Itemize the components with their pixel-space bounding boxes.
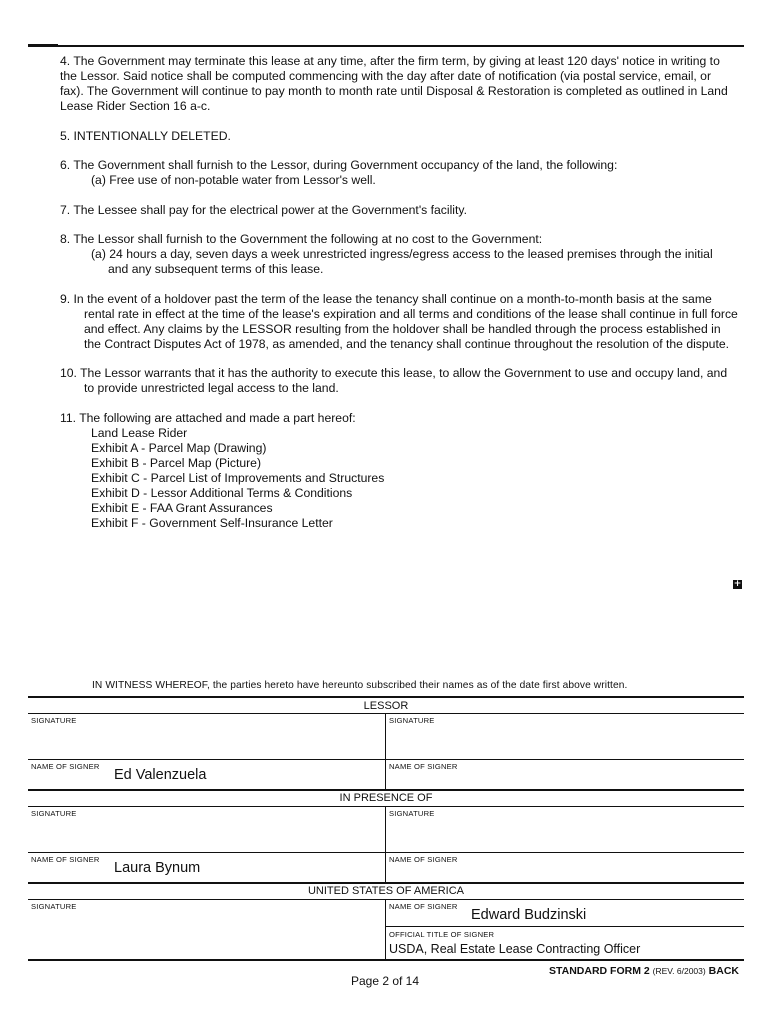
- divider: [28, 899, 744, 900]
- column-divider: [385, 806, 386, 883]
- clause-11: [60, 411, 738, 531]
- usa-official-title: USDA, Real Estate Lease Contracting Officer: [389, 942, 641, 956]
- column-divider: [385, 899, 386, 960]
- top-rule: [28, 45, 744, 47]
- lease-clauses: [60, 54, 738, 545]
- witness-signer-label-1: NAME OF SIGNER: [31, 855, 100, 864]
- witness-statement: IN WITNESS WHEREOF, the parties hereto have hereunto subscribed their names as of the date first above written.: [92, 680, 628, 691]
- lessor-signer-label-1: NAME OF SIGNER: [31, 762, 100, 771]
- attachment-item: Exhibit E - FAA Grant Assurances: [91, 500, 273, 515]
- usa-signature-label: SIGNATURE: [31, 902, 77, 911]
- clause-6a: (a) Free use of non-potable water from Lessor's well.: [91, 173, 376, 187]
- lessor-signer-name-1: Ed Valenzuela: [114, 767, 207, 783]
- attachment-item: Exhibit A - Parcel Map (Drawing): [91, 440, 267, 455]
- divider: [28, 713, 744, 714]
- form-side: BACK: [708, 965, 739, 977]
- presence-title: IN PRESENCE OF: [339, 792, 433, 804]
- attachment-item: Exhibit B - Parcel Map (Picture): [91, 455, 262, 470]
- clause-6-text: 6. The Government shall furnish to the Lessor, during Government occupancy of the land, the following:: [60, 158, 618, 172]
- lessor-title: LESSOR: [363, 700, 409, 712]
- section-rule: [28, 789, 744, 791]
- form-name: STANDARD FORM 2: [548, 965, 650, 977]
- form-revision: (REV. 6/2003): [652, 966, 706, 976]
- form-bottom-rule: [28, 959, 744, 961]
- page-number: Page 2 of 14: [350, 974, 420, 988]
- attachment-item: Exhibit F - Government Self-Insurance Letter: [91, 515, 333, 530]
- section-rule: [28, 882, 744, 884]
- divider: [28, 852, 744, 853]
- witness-signature-label-1: SIGNATURE: [31, 809, 77, 818]
- attachment-item: Land Lease Rider: [91, 425, 188, 440]
- clause-8a-line1: (a) 24 hours a day, seven days a week unrestricted ingress/egress access to the leased premises through the initial: [91, 247, 713, 261]
- clause-8: [60, 232, 738, 277]
- usa-signer-name: Edward Budzinski: [471, 907, 587, 923]
- witness-signer-name-1: Laura Bynum: [114, 860, 201, 876]
- witness-signer-label-2: NAME OF SIGNER: [389, 855, 458, 864]
- clause-5: 5. INTENTIONALLY DELETED.: [60, 128, 231, 143]
- clause-8-text: 8. The Lessor shall furnish to the Government the following at no cost to the Government:: [60, 232, 543, 246]
- attachment-item: Exhibit C - Parcel List of Improvements and Structures: [91, 470, 385, 485]
- usa-signer-label: NAME OF SIGNER: [389, 902, 458, 911]
- divider: [385, 926, 744, 927]
- column-divider: [385, 713, 386, 790]
- lessor-signature-label-1: SIGNATURE: [31, 716, 77, 725]
- lessor-signature-label-2: SIGNATURE: [389, 716, 435, 725]
- clause-10: 10. The Lessor warrants that it has the authority to execute this lease, to allow the Government to use and occupy land, and to provide unrestricted legal access to the land.: [60, 366, 728, 395]
- clause-11-text: 11. The following are attached and made a part hereof:: [60, 410, 356, 425]
- form-top-rule: [28, 696, 744, 698]
- usa-title: UNITED STATES OF AMERICA: [307, 885, 465, 897]
- attachment-item: Exhibit D - Lessor Additional Terms & Conditions: [91, 485, 353, 500]
- divider: [28, 759, 744, 760]
- lessor-signer-label-2: NAME OF SIGNER: [389, 762, 458, 771]
- clause-9: 9. In the event of a holdover past the term of the lease the tenancy shall continue on a month-to-month basis at the same rental rate in effect at the time of the lease's expiration and all terms and conditions of the lease shall continue in full force and effect. Any claims by the LESSOR resulting from the holdover shall be handled through the process established in the Contract Disputes Act of 1978, as amended, and the tenancy shall continue throughout the resolution of the dispute.: [60, 291, 738, 351]
- divider: [28, 806, 744, 807]
- clause-4: 4. The Government may terminate this lease at any time, after the firm term, by giving at least 120 days' notice in writing to the Lessor. Said notice shall be computed commencing with the day after date of notification (via postal service, email, or fax). The Government will continue to pay month to month rate until Disposal & Restoration is completed as outlined in Land Lease Rider Section 16 a-c.: [60, 54, 728, 113]
- clause-8a-line2: and any subsequent terms of this lease.: [108, 262, 324, 276]
- clause-7: 7. The Lessee shall pay for the electrical power at the Government's facility.: [60, 202, 467, 217]
- clause-6: [60, 158, 738, 188]
- witness-signature-label-2: SIGNATURE: [389, 809, 435, 818]
- plus-icon[interactable]: +: [733, 579, 742, 589]
- official-title-label: OFFICIAL TITLE OF SIGNER: [389, 930, 495, 939]
